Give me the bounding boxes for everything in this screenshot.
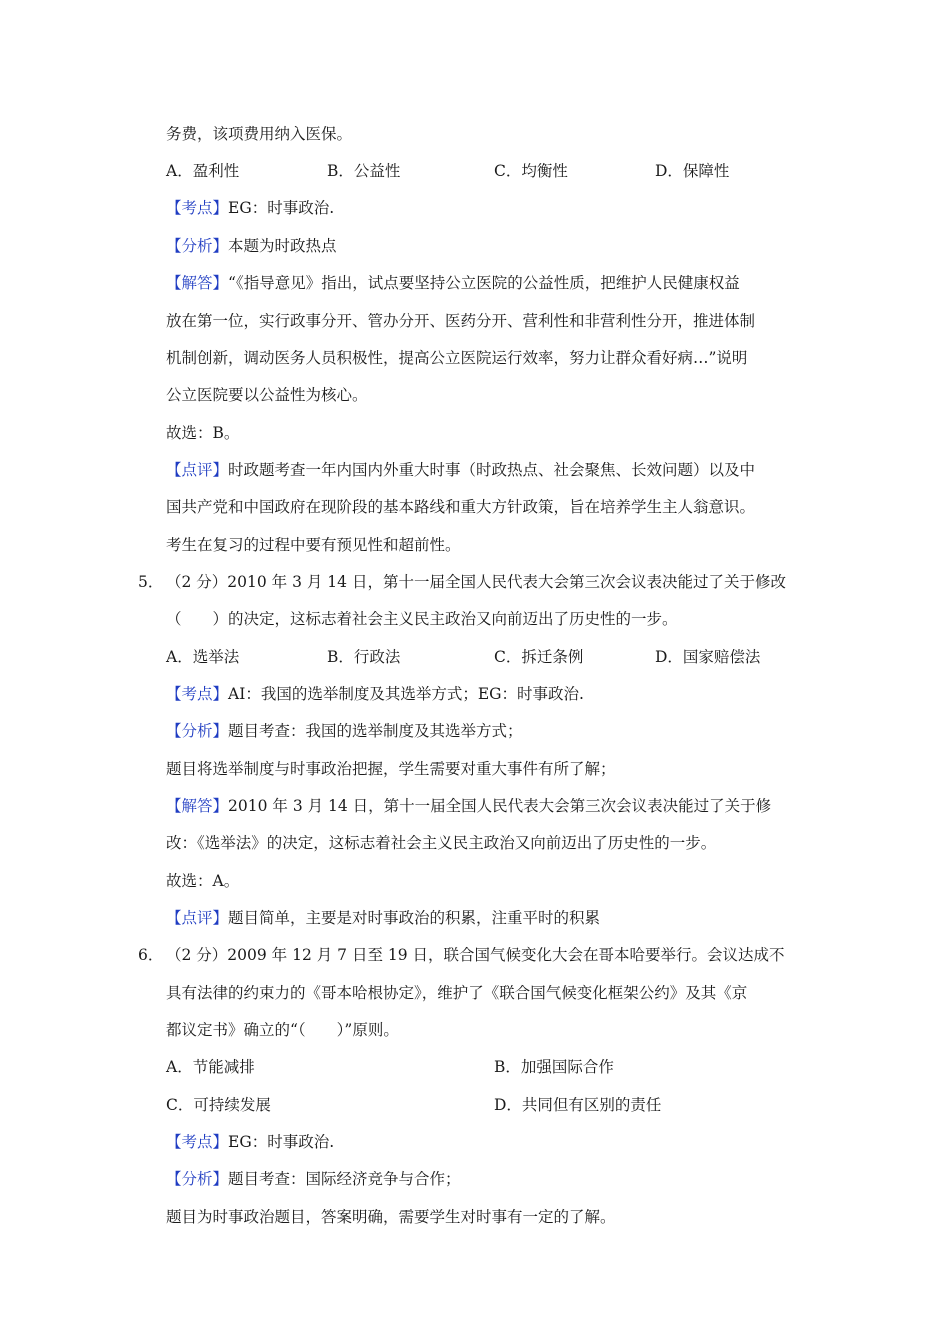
fenxi-text: 题目考查：国际经济竞争与合作； bbox=[228, 1170, 461, 1188]
fenxi-text: 题目考查：我国的选举制度及其选举方式； bbox=[228, 722, 523, 740]
jieda-tag: 【解答】 bbox=[166, 274, 229, 292]
kaodian-text: AI：我国的选举制度及其选举方式；EG：时事政治. bbox=[228, 685, 584, 703]
dianping-tag: 【点评】 bbox=[166, 461, 229, 479]
q5-fenxi-line-2: 题目将选举制度与时事政治把握，学生需要对重大事件有所了解； bbox=[166, 760, 616, 778]
q5-option-a: A．选举法 bbox=[166, 648, 240, 666]
jieda-text: “《指导意见》指出，试点要坚持公立医院的公益性质，把维护人民健康权益 bbox=[228, 274, 740, 292]
fenxi-text: 本题为时政热点 bbox=[228, 237, 337, 255]
q4-fenxi bbox=[166, 236, 337, 256]
q5-fenxi bbox=[166, 721, 523, 741]
q4-dianping-line-2: 国共产党和中国政府在现阶段的基本路线和重大方针政策，旨在培养学生主人翁意识。 bbox=[166, 498, 756, 516]
q6-fenxi bbox=[166, 1169, 461, 1189]
q5-option-c: C．拆迁条例 bbox=[494, 648, 584, 666]
q5-jieda bbox=[166, 796, 771, 816]
kaodian-text: EG：时事政治. bbox=[228, 1133, 335, 1151]
kaodian-tag: 【考点】 bbox=[166, 685, 229, 703]
q6-stem-line-2: 具有法律的约束力的《哥本哈根协定》，维护了《联合国气候变化框架公约》及其《京 bbox=[166, 984, 748, 1002]
q5-stem-line-2: （ ）的决定，这标志着社会主义民主政治又向前迈出了历史性的一步。 bbox=[166, 610, 678, 628]
q6-stem-line-3: 都议定书》确立的“（ ）”原则。 bbox=[166, 1021, 399, 1039]
q5-option-b: B．行政法 bbox=[327, 648, 401, 666]
q4-option-c: C．均衡性 bbox=[494, 162, 568, 180]
q4-dianping-line-3: 考生在复习的过程中要有预见性和超前性。 bbox=[166, 536, 461, 554]
q4-dianping bbox=[166, 460, 755, 480]
q4-jieda bbox=[166, 273, 740, 293]
q6-option-a: A．节能减排 bbox=[166, 1058, 255, 1076]
fenxi-tag: 【分析】 bbox=[166, 722, 229, 740]
q4-jieda-line-3: 机制创新，调动医务人员积极性，提高公立医院运行效率，努力让群众看好病…”说明 bbox=[166, 349, 748, 367]
q5-number: 5． bbox=[138, 573, 164, 591]
kaodian-text: EG：时事政治. bbox=[228, 199, 335, 217]
q4-option-d: D．保障性 bbox=[655, 162, 730, 180]
q6-fenxi-line-2: 题目为时事政治题目，答案明确，需要学生对时事有一定的了解。 bbox=[166, 1208, 616, 1226]
q4-stem-tail: 务费，该项费用纳入医保。 bbox=[166, 125, 353, 143]
q4-kaodian bbox=[166, 198, 334, 218]
q6-option-d: D．共同但有区别的责任 bbox=[494, 1096, 662, 1114]
q4-option-b: B．公益性 bbox=[327, 162, 401, 180]
q4-jieda-line-4: 公立医院要以公益性为核心。 bbox=[166, 386, 368, 404]
q4-answer: 故选：B。 bbox=[166, 424, 240, 442]
q6-option-b: B．加强国际合作 bbox=[494, 1058, 614, 1076]
dianping-tag: 【点评】 bbox=[166, 909, 229, 927]
q6-option-c: C．可持续发展 bbox=[166, 1096, 271, 1114]
q5-dianping bbox=[166, 908, 600, 928]
kaodian-tag: 【考点】 bbox=[166, 1133, 229, 1151]
dianping-text: 时政题考查一年内国内外重大时事（时政热点、社会聚焦、长效问题）以及中 bbox=[228, 461, 756, 479]
q4-jieda-line-2: 放在第一位，实行政事分开、管办分开、医药分开、营利性和非营利性分开，推进体制 bbox=[166, 312, 756, 330]
q5-kaodian bbox=[166, 684, 584, 704]
dianping-text: 题目简单，主要是对时事政治的积累，注重平时的积累 bbox=[228, 909, 601, 927]
q5-option-d: D．国家赔偿法 bbox=[655, 648, 761, 666]
q4-option-a: A．盈利性 bbox=[166, 162, 240, 180]
kaodian-tag: 【考点】 bbox=[166, 199, 229, 217]
jieda-text: 2010 年 3 月 14 日，第十一届全国人民代表大会第三次会议表决能过了关于修 bbox=[228, 797, 772, 815]
fenxi-tag: 【分析】 bbox=[166, 1170, 229, 1188]
q6-kaodian bbox=[166, 1132, 334, 1152]
jieda-tag: 【解答】 bbox=[166, 797, 229, 815]
q5-stem-line-1: （2 分）2010 年 3 月 14 日，第十一届全国人民代表大会第三次会议表决能过了关于修改 bbox=[166, 573, 786, 591]
q6-stem-line-1: （2 分）2009 年 12 月 7 日至 19 日，联合国气候变化大会在哥本哈要举行。会议达成不 bbox=[166, 946, 785, 964]
q5-answer: 故选：A。 bbox=[166, 872, 240, 890]
q5-jieda-line-2: 改：《选举法》的决定，这标志着社会主义民主政治又向前迈出了历史性的一步。 bbox=[166, 834, 717, 852]
fenxi-tag: 【分析】 bbox=[166, 237, 229, 255]
q6-number: 6． bbox=[138, 946, 164, 964]
